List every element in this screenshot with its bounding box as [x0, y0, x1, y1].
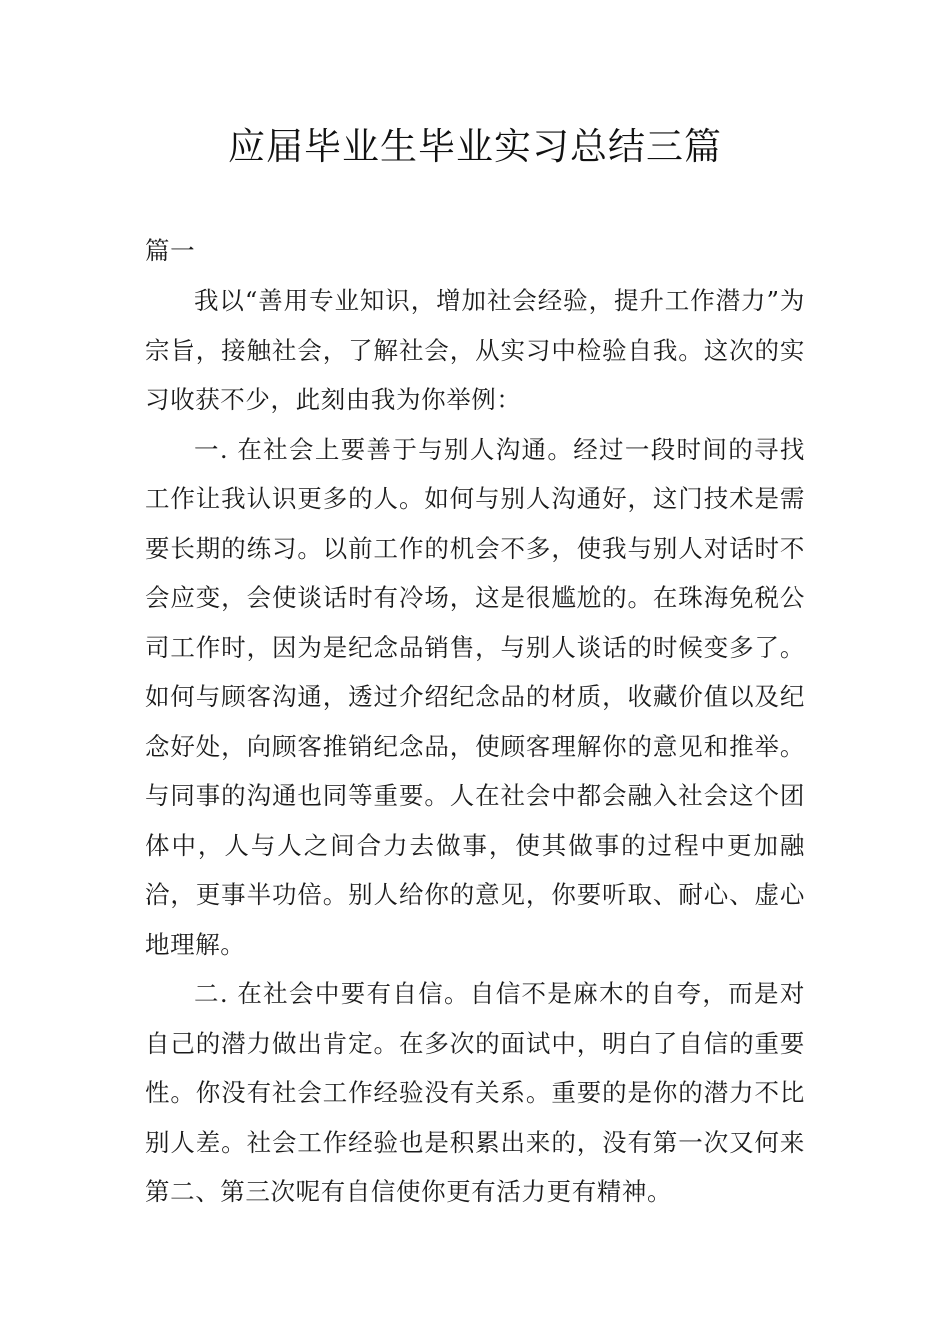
- paragraph-intro: 我以“善用专业知识，增加社会经验，提升工作潜力”为宗旨，接触社会，了解社会，从实习中检验自我。这次的实习收获不少，此刻由我为你举例：: [145, 286, 805, 414]
- paragraph-point-one: 一. 在社会上要善于与别人沟通。经过一段时间的寻找工作让我认识更多的人。如何与别人沟通好，这门技术是需要长期的练习。以前工作的机会不多，使我与别人对话时不会应变，会使谈话时有冷场，这是很尴尬的。在珠海免税公司工作时，因为是纪念品销售，与别人谈话的时候变多了。如何与顾客沟通，透过介绍纪念品的材质，收藏价值以及纪念好处，向顾客推销纪念品，使顾客理解你的意见和推举。与同事的沟通也同等重要。人在社会中都会融入社会这个团体中，人与人之间合力去做事，使其做事的过程中更加融洽，更事半功倍。别人给你的意见，你要听取、耐心、虚心地理解。: [145, 434, 805, 959]
- document-title: 应届毕业生毕业实习总结三篇: [228, 125, 722, 168]
- paragraph-point-two: 二. 在社会中要有自信。自信不是麻木的自夸，而是对自己的潜力做出肯定。在多次的面试中，明白了自信的重要性。你没有社会工作经验没有关系。重要的是你的潜力不比别人差。社会工作经验也是积累出来的，没有第一次又何来第二、第三次呢有自信使你更有活力更有精神。: [145, 979, 805, 1206]
- section-label: 篇一: [145, 236, 196, 265]
- document-body: [145, 276, 805, 1217]
